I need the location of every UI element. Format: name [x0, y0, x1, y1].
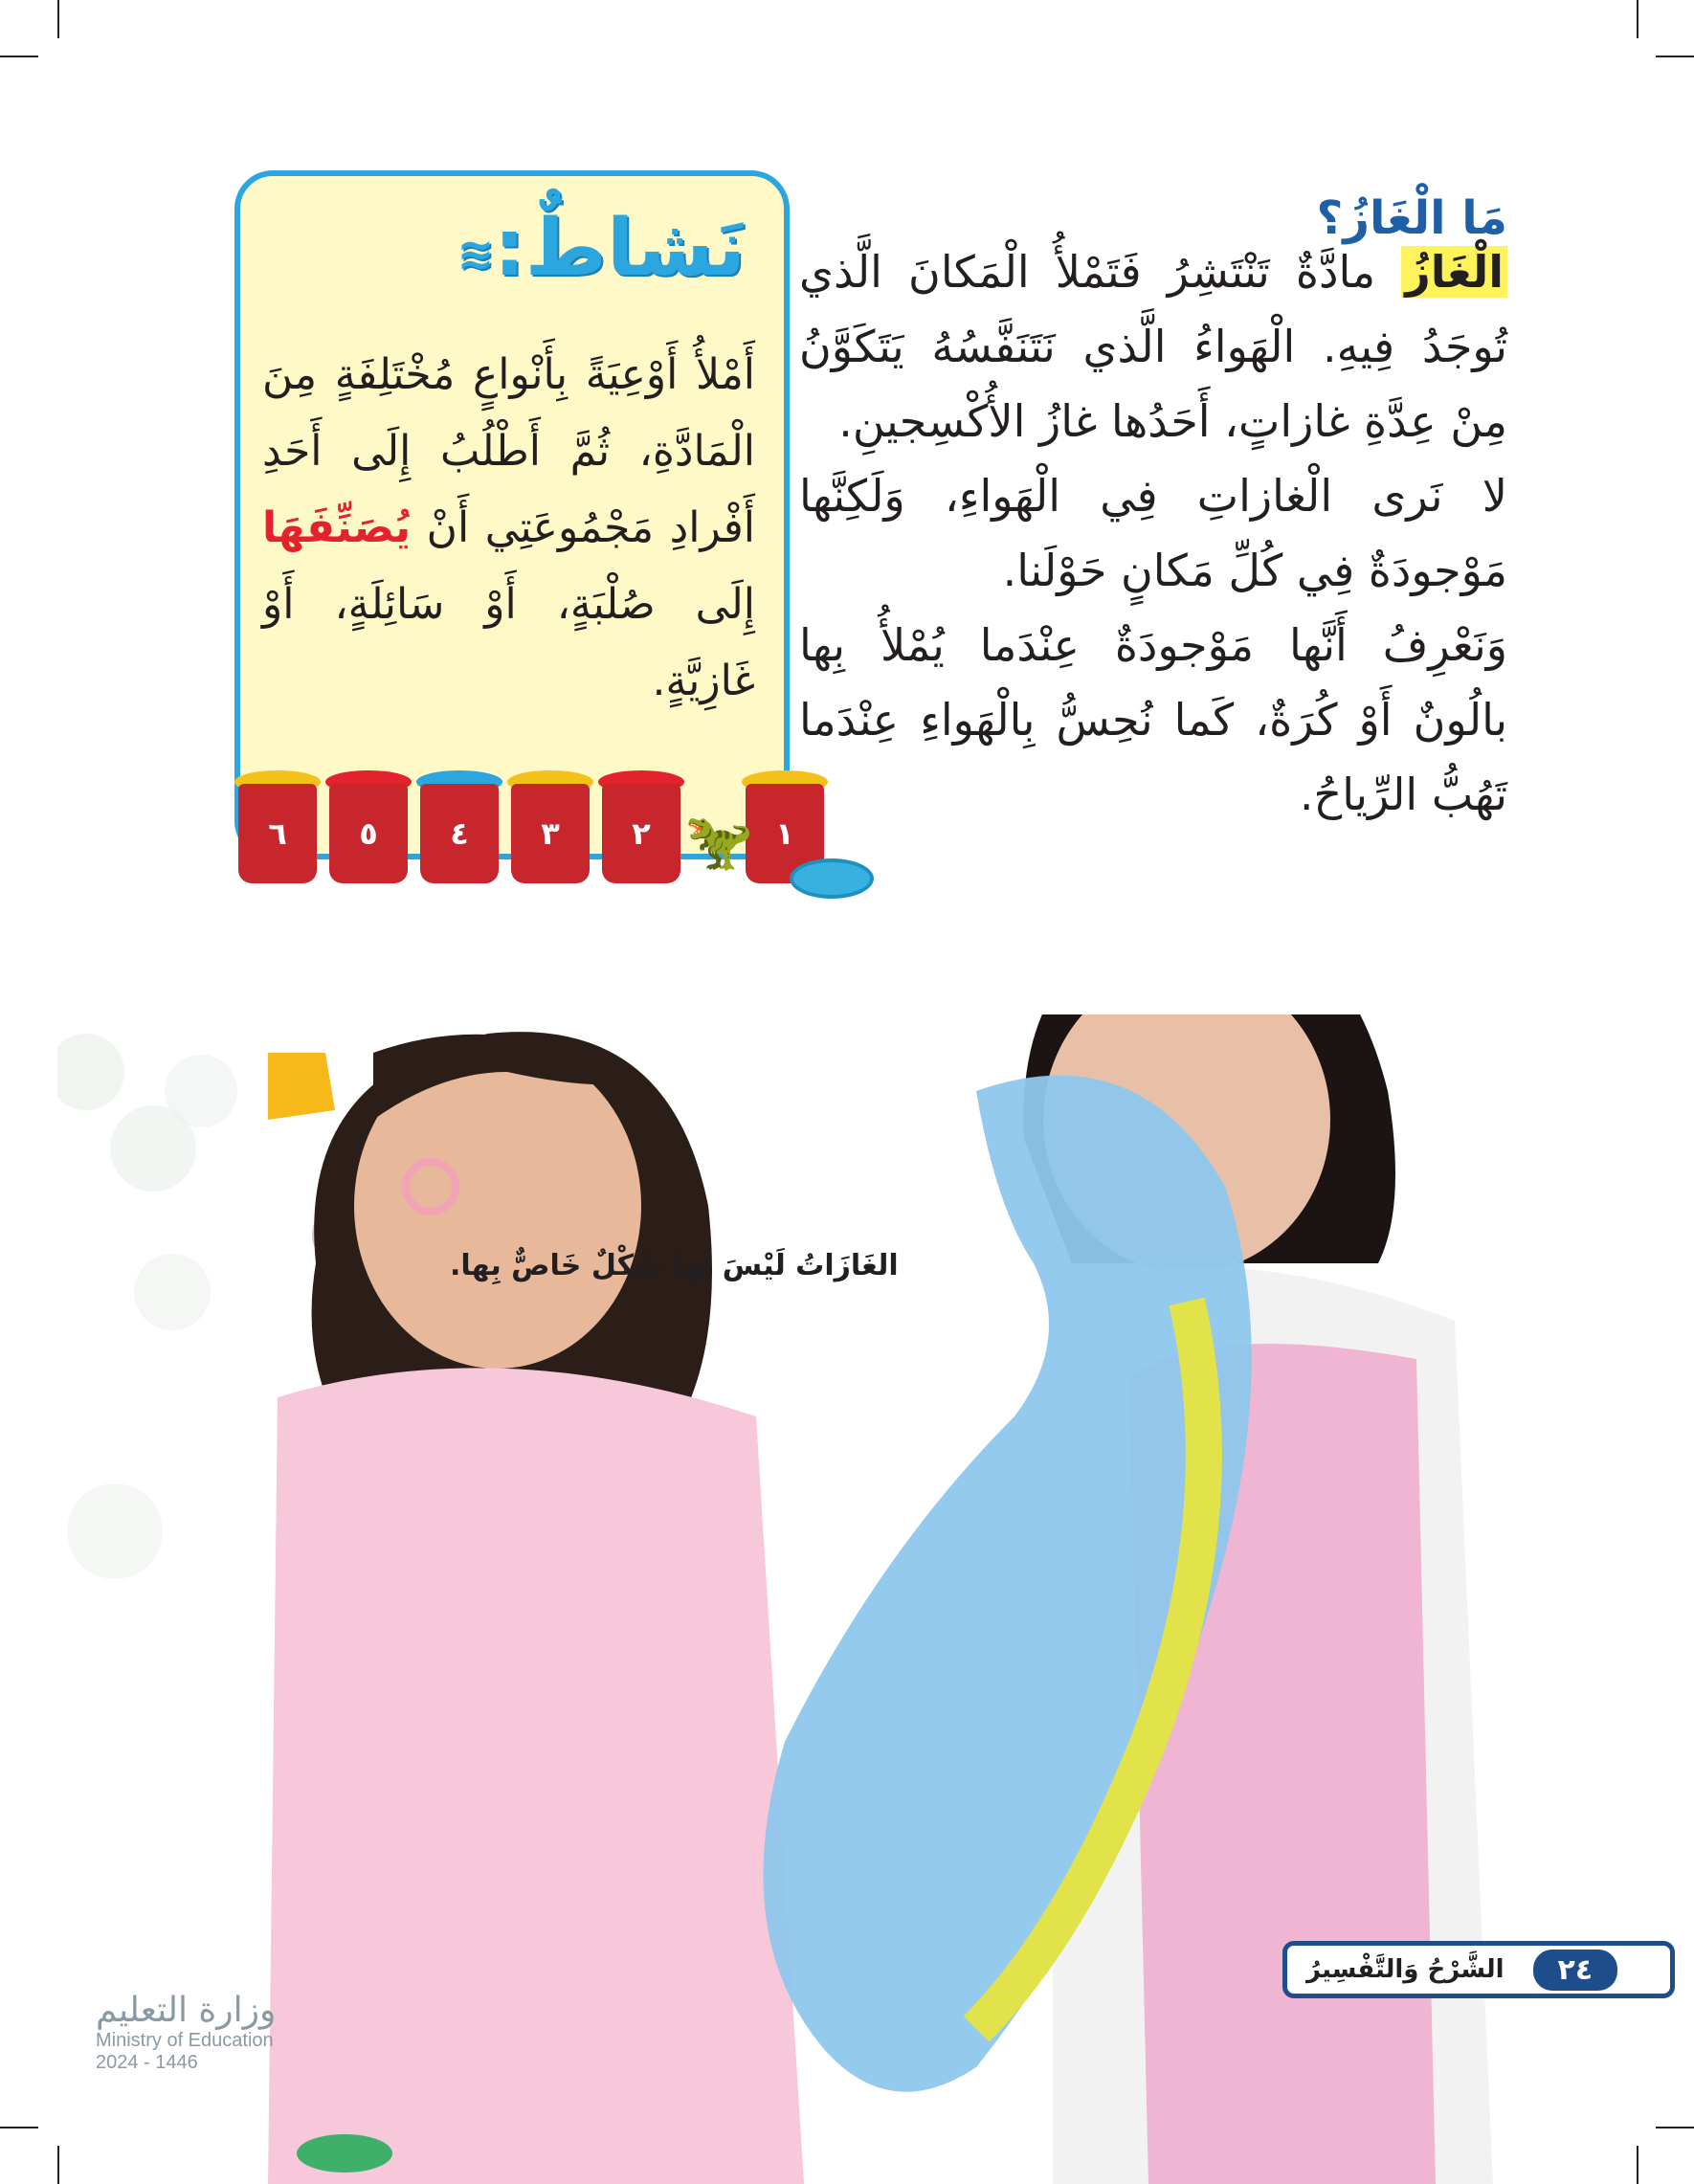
dinosaur-toy-icon: 🦖 [684, 809, 754, 874]
crop-mark [0, 56, 38, 57]
paragraph-1: الْغَازُ مادَّةٌ تَنْتَشِرُ فَتَمْلأُ الْمَكانَ الَّذي تُوجَدُ فِيهِ. الْهَواءُ الَّذي نَتَنَفَّسُهُ يَتَكَوَّنُ مِنْ عِدَّةِ غازاتٍ، أَحَدُها غازُ الأُكْسِجينِ. [799, 246, 1507, 447]
ministry-name-arabic: وزارة التعليم [96, 1991, 277, 2030]
emphasized-word: يُصَنِّفَهَا [262, 503, 412, 552]
bottle-cap [297, 2134, 392, 2173]
ministry-year: 2024 - 1446 [96, 2052, 198, 2073]
activity-title: نَشاطٌ:≋ [457, 203, 746, 294]
wave-icon: ≋ [457, 227, 495, 279]
bubble [165, 1055, 237, 1127]
crop-mark [1656, 56, 1694, 57]
bubble-wand-bottle [268, 1053, 335, 1120]
highlighted-term: الْغَازُ [1401, 246, 1507, 298]
jar-number: ٣ [541, 815, 560, 852]
ministry-name-english: Ministry of Education [96, 2030, 274, 2051]
activity-text: أَمْلأُ أَوْعِيَةً بِأَنْواعٍ مُخْتَلِفَةٍ مِنَ الْمَادَّةِ، ثُمَّ أَطْلُبُ إِلَى أَحَدِ أَفْرادِ مَجْمُوعَتِي أَنْ يُصَنِّفَهَا إِلَى صُلْبَةٍ، أَوْ سَائِلَةٍ، أَوْ غَازِيَّةٍ. [262, 350, 755, 705]
jar-number: ١ [775, 815, 794, 852]
crop-mark [57, 0, 59, 38]
book-section-name: الشَّرْحُ وَالتَّفْسِيرُ [1306, 1955, 1505, 1984]
jar-number: ٤ [450, 815, 469, 852]
girl-shirt [268, 1368, 804, 2184]
jar [416, 770, 502, 885]
main-text [799, 234, 1507, 832]
jar-lid-plate [790, 858, 874, 899]
jar [234, 770, 321, 885]
jar-number: ٢ [632, 815, 651, 852]
crop-mark [0, 2127, 38, 2128]
paragraph-2: لا نَرى الْغازاتِ فِي الْهَواءِ، وَلَكِنَّها مَوْجودَةٌ فِي كُلِّ مَكانٍ حَوْلَنا. [799, 470, 1507, 596]
page-number: ٢٤ [1533, 1950, 1618, 1991]
crop-mark [1637, 0, 1638, 38]
bubble [67, 1483, 163, 1579]
bubble [134, 1254, 211, 1330]
jar [507, 770, 593, 885]
bubble [57, 1034, 124, 1110]
photo-caption: الغَازَاتُ لَيْسَ لَها شَكْلٌ خَاصٌّ بِها. [450, 1249, 899, 1282]
jar [598, 770, 684, 885]
jar-number: ٦ [268, 815, 287, 852]
section-title: مَا الْغَازُ؟ [1316, 190, 1507, 245]
jar [325, 770, 412, 885]
activity-box [234, 170, 790, 859]
paragraph-3: وَنَعْرِفُ أَنَّها مَوْجودَةٌ عِنْدَما يُمْلأُ بِها بالُونٌ أَوْ كُرَةٌ، كَما نُحِسُّ بِالْهَواءِ عِنْدَما تَهُبُّ الرِّياحُ. [799, 619, 1507, 820]
page-footer-badge [1282, 1941, 1675, 1998]
ministry-logo [96, 1991, 345, 2074]
jar-number: ٥ [359, 815, 378, 852]
jars-illustration [234, 770, 866, 904]
